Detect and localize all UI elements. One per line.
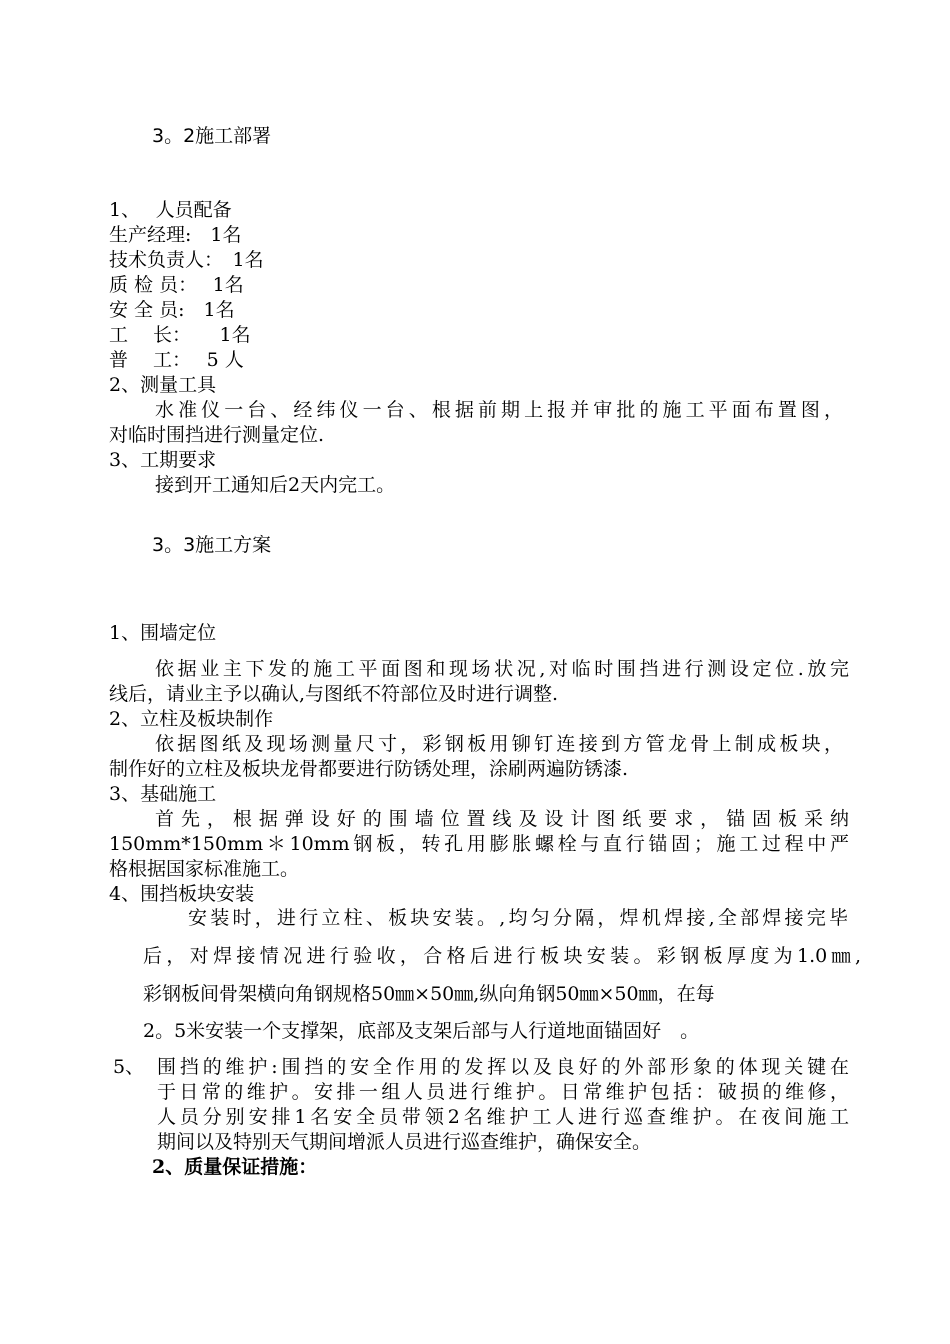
section-33-title: 3。3施工方案 [152,534,272,556]
item4-text-line: 后，对焊接情况进行验收，合格后进行板块安装。彩钢板厚度为1.0㎜, [143,945,861,967]
item3-heading: 3、基础施工 [109,783,217,805]
section-32-title: 3。2施工部署 [152,125,272,147]
item1-text-line: 线后，请业主予以确认,与图纸不符部位及时进行调整. [109,683,559,705]
schedule-heading: 3、工期要求 [109,449,217,471]
item3-text-line: 150mm*150mm＊10mm钢板，转孔用膨胀螺栓与直行锚固；施工过程中严 [109,833,849,855]
staff-line: 技术负责人： 1名 [109,249,264,271]
item5-text-line: 围挡的维护:围挡的安全作用的发挥以及良好的外部形象的体现关键在 [157,1056,849,1078]
staff-line: 普 工： 5 人 [109,349,244,371]
item2-text-line: 依据图纸及现场测量尺寸，彩钢板用铆钉连接到方管龙骨上制成板块， [155,733,843,755]
item1-text-line: 依据业主下发的施工平面图和现场状况,对临时围挡进行测设定位.放完 [155,658,849,680]
staff-line: 质 检 员： 1名 [109,274,244,296]
item4-heading: 4、围挡板块安装 [109,883,255,905]
tools-text-line: 水准仪一台、经纬仪一台、根据前期上报并审批的施工平面布置图， [155,399,843,421]
schedule-text: 接到开工通知后2天内完工。 [155,474,396,496]
staff-line: 生产经理: 1名 [109,224,242,246]
staff-line: 工 长： 1名 [109,324,251,346]
quality-heading: 2、质量保证措施： [152,1156,318,1178]
item4-text-line: 2。5米安装一个支撑架，底部及支架后部与人行道地面锚固好 。 [143,1020,700,1042]
staff-line: 安 全 员: 1名 [109,299,235,321]
item2-heading: 2、立柱及板块制作 [109,708,274,730]
item3-text-line: 格根据国家标准施工。 [109,858,300,880]
item1-heading: 1、围墙定位 [109,622,217,644]
item3-text-line: 首先，根据弹设好的围墙位置线及设计图纸要求，锚固板采纳 [155,808,849,830]
item2-text-line: 制作好的立柱及板块龙骨都要进行防锈处理，涂刷两遍防锈漆. [109,758,629,780]
item5-text-line: 期间以及特别天气期间增派人员进行巡查维护，确保安全。 [157,1131,652,1153]
tools-text-line: 对临时围挡进行测量定位. [109,424,325,446]
item5-number: 5、 [113,1056,145,1078]
item5-text-line: 人员分别安排1名安全员带领2名维护工人进行巡查维护。在夜间施工 [157,1106,849,1128]
item4-text-line: 安装时，进行立柱、板块安装。,均匀分隔，焊机焊接,全部焊接完毕 [188,907,848,929]
item4-text-line: 彩钢板间骨架横向角钢规格50㎜×50㎜,纵向角钢50㎜×50㎜，在每 [143,983,715,1005]
item5-text-line: 于日常的维护。安排一组人员进行维护。日常维护包括：破损的维修， [157,1081,849,1103]
tools-heading: 2、测量工具 [109,374,217,396]
staff-heading: 1、 人员配备 [109,199,232,221]
